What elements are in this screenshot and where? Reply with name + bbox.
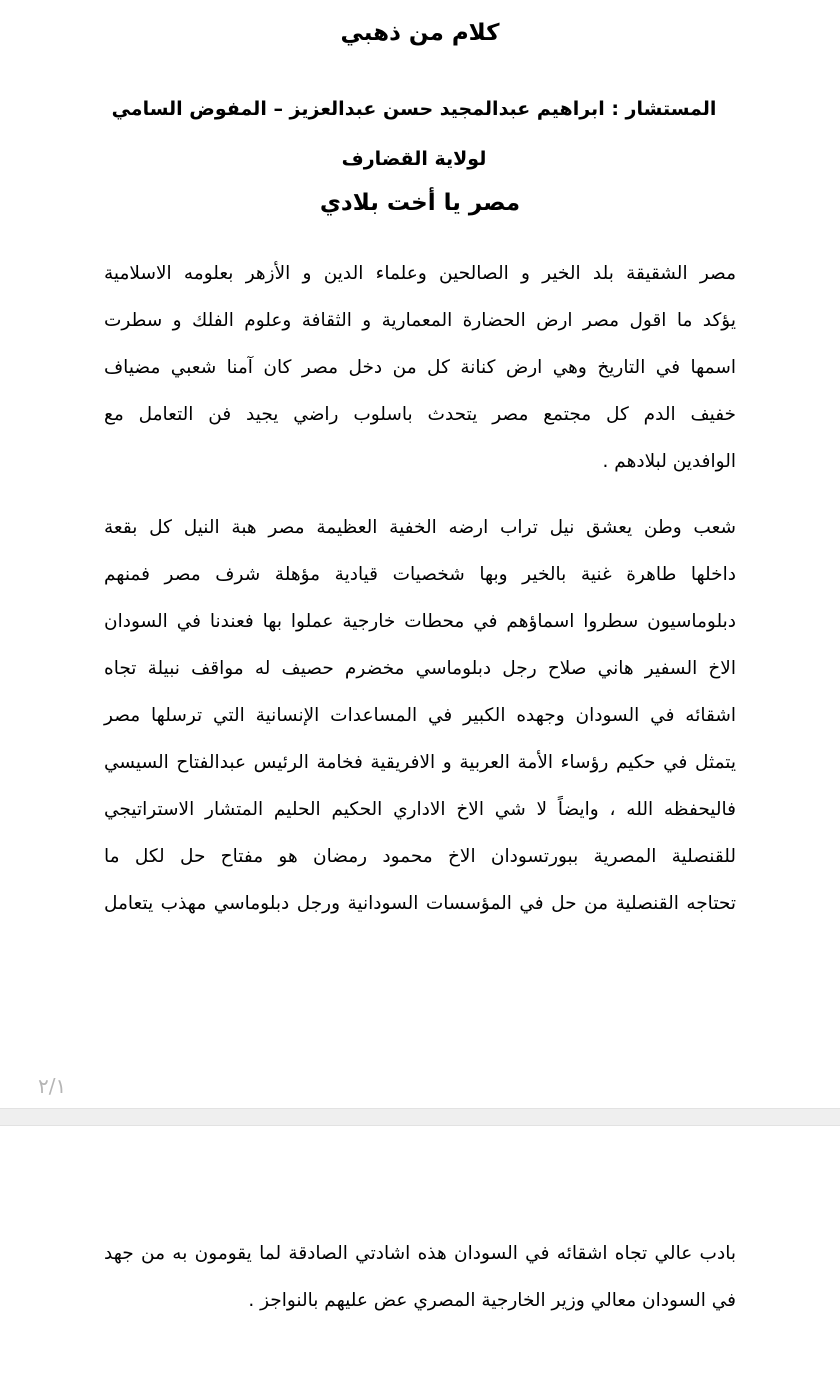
page-number: ٢/١ [38,1074,67,1098]
paragraph-line: خفيف الدم كل مجتمع مصر يتحدث باسلوب راضي يجيد فن التعامل مع [104,404,736,425]
paragraph-line: اسمها في التاريخ وهي ارض كنانة كل من دخل مصر كان آمنا شعبي مضياف [104,357,736,378]
paragraph-line: في السودان معالي وزير الخارجية المصري عض عليهم بالنواجز . [248,1290,736,1311]
paragraph-2 [104,504,736,927]
page-separator [0,1108,840,1126]
document-heading: كلام من ذهبي [340,20,500,46]
paragraph-1 [104,250,736,485]
paragraph-line: مصر الشقيقة بلد الخير و الصالحين وعلماء الدين و الأزهر بعلومه الاسلامية [104,263,736,284]
paragraph-line: اشقائه في السودان وجهده الكبير في المساعدات الإنسانية التي ترسلها مصر [104,705,736,726]
paragraph-line: فاليحفظه الله ، وايضاً لا شي الاخ الاداري الحكيم الحليم المتشار الاستراتيجي [104,799,736,820]
paragraph-line: بادب عالي تجاه اشقائه في السودان هذه اشادتي الصادقة لما يقومون به من جهد [104,1243,736,1264]
paragraph-line: يتمثل في حكيم رؤساء الأمة العربية و الافريقية فخامة الرئيس عبدالفتاح السيسي [104,752,736,773]
paragraph-line: تحتاجه القنصلية من حل في المؤسسات السودانية ورجل دبلوماسي مهذب يتعامل [104,893,736,914]
paragraph-line: الوافدين لبلادهم . [602,451,736,472]
author-line: المستشار : ابراهيم عبدالمجيد حسن عبدالعزيز – المفوض السامي لولاية القضارف [111,98,717,170]
document-subtitle: مصر يا أخت بلادي [319,190,521,216]
paragraph-line: يؤكد ما اقول مصر ارض الحضارة المعمارية و الثقافة وعلوم الفلك و سطرت [104,310,736,331]
paragraph-line: للقنصلية المصرية ببورتسودان الاخ محمود رمضان هو مفتاح حل لكل ما [104,846,736,867]
paragraph-line: الاخ السفير هاني صلاح رجل دبلوماسي مخضرم حصيف له مواقف نبيلة تجاه [104,658,736,679]
paragraph-line: شعب وطن يعشق نيل تراب ارضه الخفية العظيمة مصر هبة النيل كل بقعة [104,517,736,538]
paragraph-line: داخلها طاهرة غنية بالخير وبها شخصيات قيادية مؤهلة شرف مصر فمنهم [104,564,736,585]
paragraph-line: دبلوماسيون سطروا اسماؤهم في محطات خارجية عملوا بها فعندنا في السودان [104,611,736,632]
paragraph-3 [104,1230,736,1324]
